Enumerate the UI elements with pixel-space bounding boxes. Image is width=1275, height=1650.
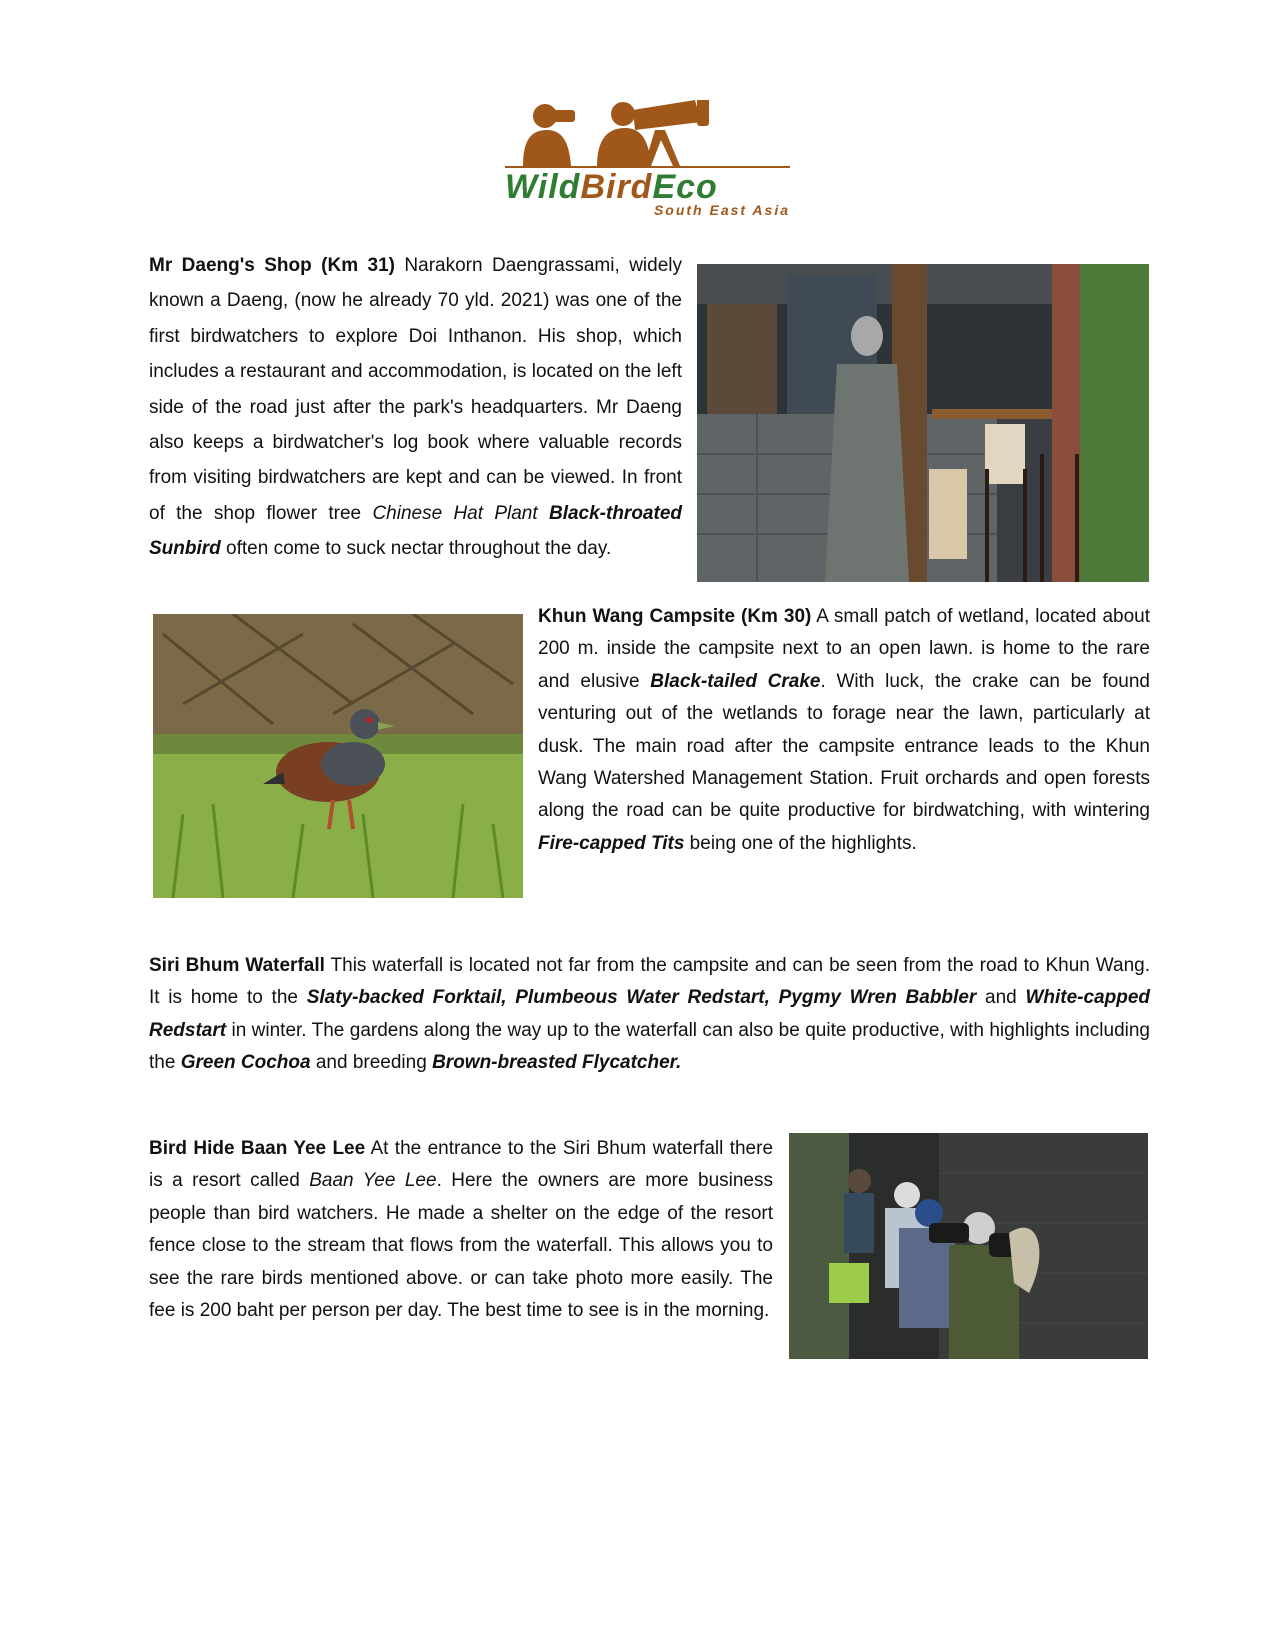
species-name: Slaty-backed Forktail, Plumbeous Water Redstart, Pygmy Wren Babbler — [306, 987, 977, 1009]
species-name: Fire-capped Tits — [538, 832, 685, 854]
section-khun-wang-campsite — [538, 601, 1150, 860]
text-segment: Narakorn Daengrassami, widely known a Daeng, (now he already 70 yld. 2021) was one of the first birdwatchers to explore Doi Inthanon. His shop, which includes a restaurant and accommodation, is located on the left side of the road just after the park's headquarters. Mr Daeng also keeps a birdwatcher's log book where valuable records from visiting birdwatchers are kept and can be viewed. In front of the shop flower tree — [149, 255, 682, 524]
text-segment: A small patch of wetland, located about 200 m. inside the campsite next to an open lawn. is home to the rare and elusive — [538, 606, 1150, 692]
text-segment: . Here the owners are more business people than bird watchers. He made a shelter on the edge of the resort fence close to the stream that flows from the waterfall. This allows you to see the rare birds mentioned above. or can take photo more easily. The fee is 200 baht per person per day. The best time to see is in the morning. — [149, 1170, 773, 1322]
photo-bird-hide — [789, 1133, 1148, 1359]
section-heading: Siri Bhum Waterfall — [149, 955, 325, 976]
text-segment: Chinese Hat Plant — [372, 502, 538, 524]
text-segment: being one of the highlights. — [684, 832, 917, 854]
section-heading: Mr Daeng's Shop (Km 31) — [149, 255, 395, 276]
photo-black-tailed-crake — [153, 614, 523, 898]
text-segment: and breeding — [310, 1052, 433, 1074]
section-heading: Khun Wang Campsite (Km 30) — [538, 606, 812, 627]
species-name: Black-throated Sunbird — [149, 502, 682, 560]
text-segment: and — [976, 987, 1026, 1009]
text-segment: in winter. The gardens along the way up to the waterfall can also be quite productive, with highlights including the — [149, 1019, 1150, 1074]
logo-wordmark: WildBirdEco — [505, 168, 718, 206]
section-siri-bhum-waterfall — [149, 950, 1150, 1080]
species-name: Black-tailed Crake — [650, 670, 821, 692]
text-segment: This waterfall is located not far from the campsite and can be seen from the road to Khun Wang. It is home to the — [149, 955, 1150, 1009]
birdwatchers-silhouette-icon — [505, 100, 790, 166]
text-segment: often come to suck nectar throughout the day. — [220, 538, 612, 560]
species-name: Green Cochoa — [180, 1052, 311, 1074]
wildbirdeco-logo — [505, 100, 790, 220]
text-segment: Baan Yee Lee — [309, 1170, 437, 1192]
section-bird-hide — [149, 1133, 773, 1327]
section-daeng-shop — [149, 248, 682, 567]
text-segment: . With luck, the crake can be found venturing out of the wetlands to forage near the lawn, particularly at dusk. The main road after the campsite entrance leads to the Khun Wang Watershed Management Station. Fruit orchards and open forests along the road can be quite productive for birdwatching, with wintering — [538, 670, 1150, 822]
photo-daeng-shop — [697, 264, 1149, 582]
species-name: Brown-breasted Flycatcher. — [432, 1052, 682, 1074]
section-heading: Bird Hide Baan Yee Lee — [149, 1138, 366, 1159]
logo-subtitle: South East Asia — [653, 202, 790, 218]
text-segment — [538, 503, 549, 524]
text-segment: At the entrance to the Siri Bhum waterfall there is a resort called — [149, 1138, 774, 1192]
species-name: White-capped Redstart — [149, 987, 1150, 1041]
